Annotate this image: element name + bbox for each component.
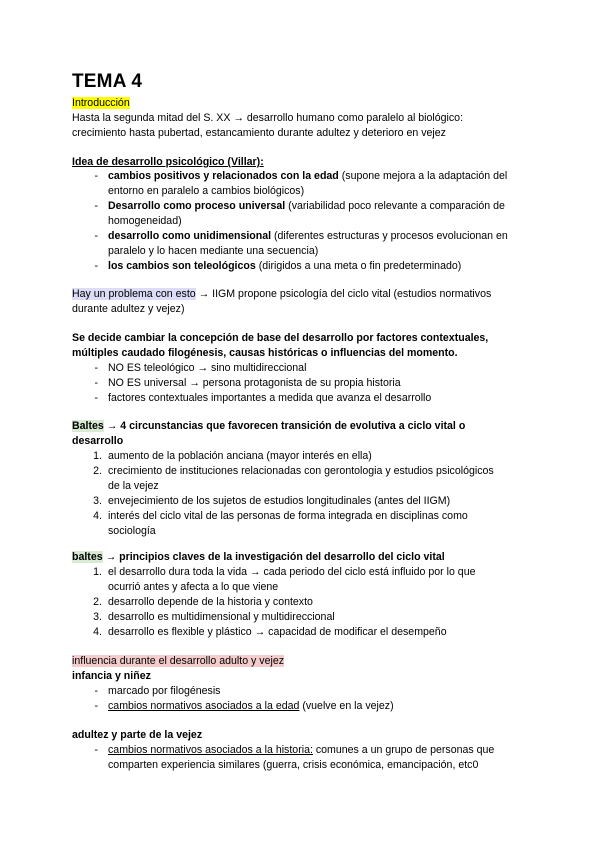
villar-heading: Idea de desarrollo psicológico (Villar): <box>72 156 264 168</box>
villar-item-3-cont: paralelo y lo hacen mediante una secuencia) <box>108 245 319 257</box>
baltes1-line-1: Baltes → 4 circunstancias que favorecen transición de evolutiva a ciclo vital o <box>72 420 466 432</box>
influence-sub1: infancia y niñez <box>72 670 151 682</box>
influence-sub2-item-cont: comparten experiencia similares (guerra, crisis económica, emancipación, etc0 <box>108 759 479 771</box>
contextual-line-1: Se decide cambiar la concepción de base del desarrollo por factores contextuales, <box>72 332 489 344</box>
villar-item-1-cont: entorno en paralelo a cambios biológicos) <box>108 185 305 197</box>
intro-heading: Introducción <box>72 97 130 109</box>
baltes1-item-4-cont: sociología <box>108 525 156 537</box>
intro-line-2: crecimiento hasta pubertad, estancamiento durante adultez y deterioro en vejez <box>72 127 446 139</box>
villar-item-2-cont: homogeneidad) <box>108 215 182 227</box>
contextual-line-2: múltiples caudado filogénesis, causas históricas o influencias del momento. <box>72 347 458 359</box>
influence-heading: influencia durante el desarrollo adulto y vejez <box>72 655 285 667</box>
intro-line-1: Hasta la segunda mitad del S. XX → desarrollo humano como paralelo al biológico: <box>72 112 464 124</box>
baltes1-item-2-cont: de la vejez <box>108 480 159 492</box>
baltes1-line-2: desarrollo <box>72 435 124 447</box>
document-page: TEMA 4 Introducción Hasta la segunda mitad del S. XX → desarrollo humano como paralelo al biológico: crecimiento hasta pubertad, estancamiento durante adultez y deterioro en vejez Idea de desarrollo psicológico (Villar): - cambios positivos y relacionados con la edad (supone mejora a la adaptación del entorno en paralelo a cambios biológicos) - Desarrollo como proceso universal (variabilidad poco relevante a comparación de homogeneidad) - desarrollo como unidimensional (diferentes estructuras y procesos evolucionan en paralelo y lo hacen mediante una secuencia) - los cambios son teleológicos (dirigidos a una meta o fin predeterminado) Hay un problema con esto → IIGM propone psicología del ciclo vital (estudios normativos durante adultez y vejez) Se decide cambiar la concepción de base del desarrollo por factores contextuales, múltiples caudado filogénesis, causas históricas o influencias del momento. - NO ES teleológico → sino multidireccional - NO ES universal → persona protagonista de su propia historia - factores contextuales importantes a medida que avanza el desarrollo Baltes → 4 circunstancias que favorecen transición de evolutiva a ciclo vital o desarrollo 1. aumento de la población anciana (mayor interés en ella) 2. crecimiento de instituciones relacionadas con gerontologia y estudios psicológicos de la vejez 3. envejecimiento de los sujetos de estudios longitudinales (antes del IIGM) 4. interés del ciclo vital de las personas de forma integrada en disciplinas como sociología baltes → principios claves de la investigación del desarrollo del ciclo vital 1. el desarrollo dura toda la vida → cada periodo del ciclo está influido por lo que ocurrió antes y afecta a lo que viene 2. desarrollo depende de la historia y contexto 3. desarrollo es multidimensional y multidireccional 4. desarrollo es flexible y plástico → capacidad de modificar el desempeño influencia durante el desarrollo adulto y vejez infancia y niñez - marcado por filogénesis - cambios normativos asociados a la edad (vuelve en la vejez) adultez y parte de la vejez - cambios normativos asociados a la historia: comunes a un grupo de personas que comparten experiencia similares (guerra, crisis económica, emancipación, etc0 <box>72 71 508 771</box>
baltes2-item-1-cont: ocurrió antes y afecta a lo que viene <box>108 581 279 593</box>
problem-line-1: Hay un problema con esto → IIGM propone psicología del ciclo vital (estudios normativos <box>72 288 492 300</box>
problem-line-2: durante adultez y vejez) <box>72 303 185 315</box>
influence-sub2: adultez y parte de la vejez <box>72 729 203 741</box>
page-title: TEMA 4 <box>72 71 143 92</box>
baltes2-line-1: baltes → principios claves de la investigación del desarrollo del ciclo vital <box>72 551 445 563</box>
